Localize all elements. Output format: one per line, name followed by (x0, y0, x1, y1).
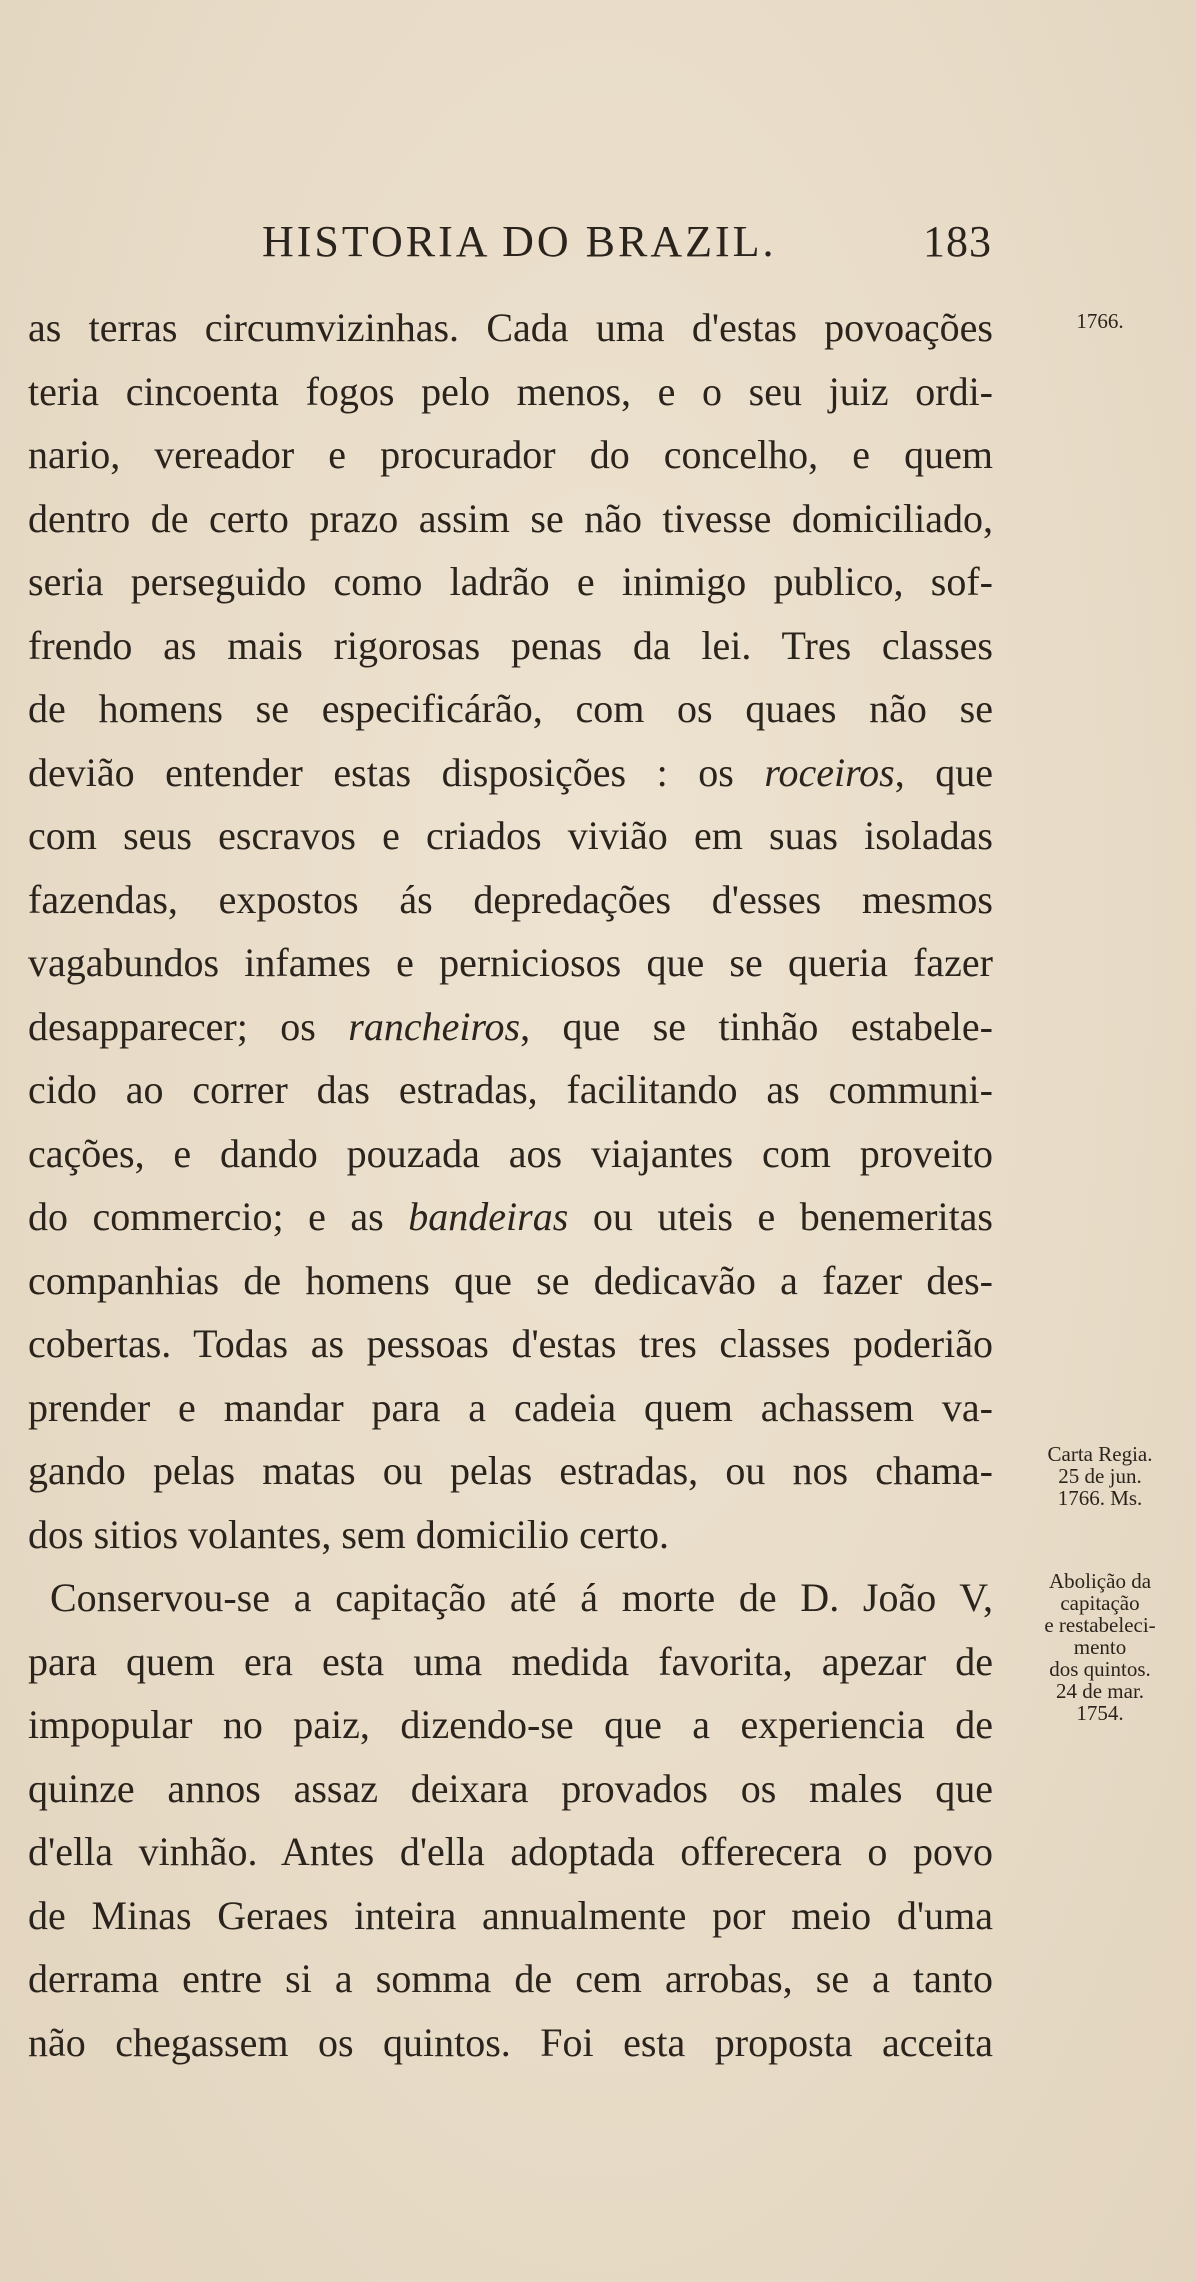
text-line: quinze annos assaz deixara provados os males que (28, 1765, 993, 1811)
text-line-rancheiros (28, 995, 993, 1059)
line-tail: , que se tinhão estabele- (520, 1003, 993, 1049)
text-line: derrama entre si a somma de cem arrobas, se a tanto (28, 1956, 993, 2001)
text-line: frendo as mais rigorosas penas da lei. Tres classes (28, 622, 993, 668)
note-line: 24 de mar. (1055, 1679, 1145, 1703)
line-tail: ou uteis e benemeritas (568, 1194, 993, 1239)
page-header (262, 212, 992, 272)
text-line: Conservou-se a capitação até á morte de D. João V, (50, 1575, 993, 1620)
note-line: 25 de jun. (1058, 1464, 1142, 1488)
text-line: gando pelas matas ou pelas estradas, ou nos chama- (28, 1448, 993, 1493)
margin-note-abolicao (1010, 1570, 1190, 1724)
text-line: nario, vereador e procurador do concelho, e quem (28, 432, 993, 477)
margin-note-year (1010, 310, 1190, 332)
running-title: HISTORIA DO BRAZIL. (262, 217, 777, 266)
note-line: 1766. (1076, 309, 1124, 333)
text-line: dos sitios volantes, sem domicilio certo. (28, 1511, 670, 1557)
text-line: companhias de homens que se dedicavão a fazer des- (28, 1257, 993, 1303)
text-line: para quem era esta uma medida favorita, apezar de (28, 1638, 993, 1684)
text-line: as terras circumvizinhas. Cada uma d'estas povoações (28, 305, 993, 350)
text-line: fazendas, expostos ás depredações d'esses mesmos (28, 876, 993, 922)
italic-roceiros: roceiros (764, 749, 895, 795)
note-line: Carta Regia. (1047, 1442, 1153, 1466)
text-line: de Minas Geraes inteira annualmente por meio d'uma (28, 1892, 993, 1938)
text-line: prender e mandar para a cadeia quem achassem va- (28, 1384, 993, 1430)
text-line: dentro de certo prazo assim se não tivesse domiciliado, (28, 495, 993, 541)
italic-bandeiras: bandeiras (408, 1194, 569, 1239)
line-text: devião entender estas disposições : os (28, 749, 765, 795)
text-line: com seus escravos e criados vivião em suas isoladas (28, 813, 993, 858)
text-line: de homens se especificárão, com os quaes não se (28, 686, 993, 731)
text-line: vagabundos infames e perniciosos que se queria fazer (28, 940, 993, 985)
line-text: desapparecer; os (28, 1003, 349, 1049)
text-line-bandeiras (28, 1185, 993, 1249)
text-line-roceiros (28, 741, 993, 805)
note-line: mento (1073, 1635, 1127, 1659)
text-line: cido ao correr das estradas, facilitando as communi- (28, 1067, 993, 1112)
text-line: seria perseguido como ladrão e inimigo publico, sof- (28, 559, 993, 604)
text-line: não chegassem os quintos. Foi esta proposta acceita (28, 2019, 993, 2065)
line-text: do commercio; e as (28, 1194, 409, 1239)
italic-rancheiros: rancheiros (348, 1003, 521, 1049)
note-line: e restabeleci- (1044, 1613, 1156, 1637)
text-line: teria cincoenta fogos pelo menos, e o seu juiz ordi- (28, 368, 993, 414)
note-line: 1766. Ms. (1057, 1486, 1143, 1510)
note-line: 1754. (1076, 1701, 1124, 1725)
text-line: cobertas. Todas as pessoas d'estas tres classes poderião (28, 1321, 993, 1366)
text-line: impopular no paiz, dizendo-se que a experiencia de (28, 1702, 993, 1747)
note-line: Abolição da (1048, 1569, 1152, 1593)
body-text (28, 296, 993, 2074)
note-line: dos quintos. (1049, 1657, 1151, 1681)
text-line: d'ella vinhão. Antes d'ella adoptada offerecera o povo (28, 1829, 993, 1874)
line-tail: , que (894, 749, 993, 795)
page-number: 183 (923, 217, 992, 266)
margin-note-carta-regia (1010, 1443, 1190, 1509)
text-line: cações, e dando pouzada aos viajantes com proveito (28, 1130, 993, 1176)
note-line: capitação (1060, 1591, 1140, 1615)
